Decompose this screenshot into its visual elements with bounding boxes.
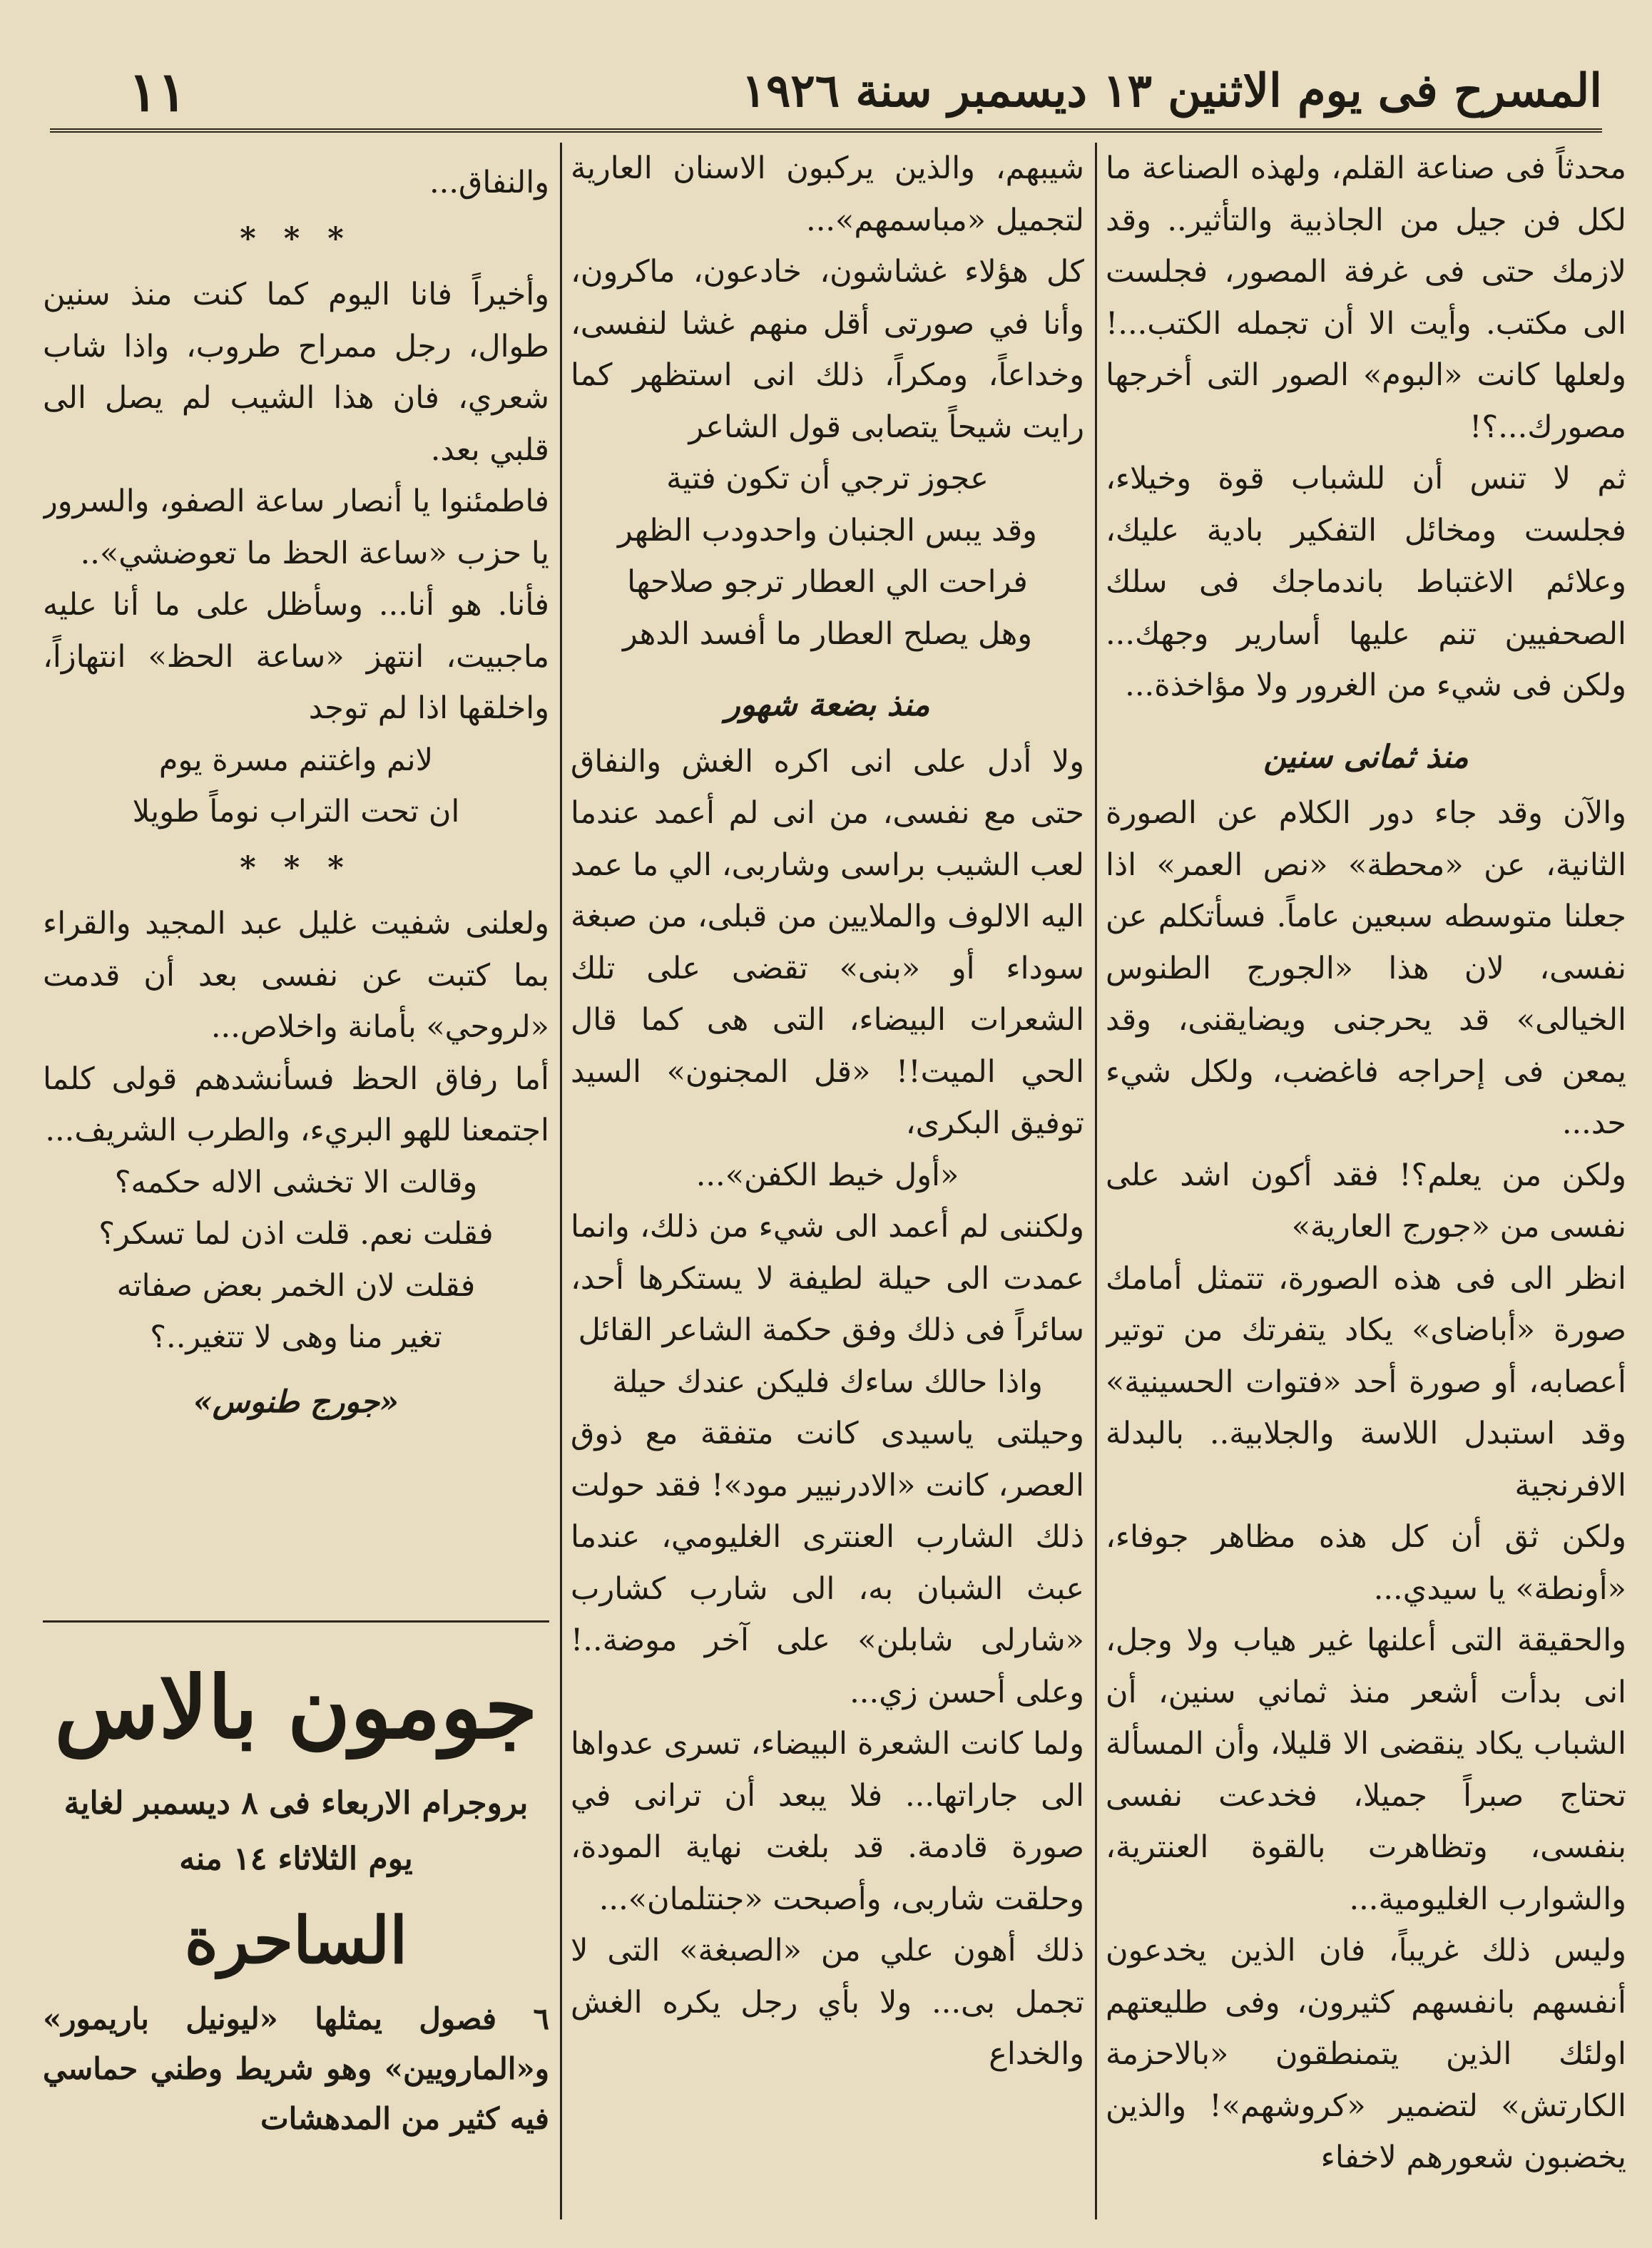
paragraph: والحقيقة التى أعلنها غير هياب ولا وجل، انى بدأت أشعر منذ ثماني سنين، أن الشباب يكاد ينقضى الا قليلا، وأن المسألة تحتاج صبراً جميلا، فخدعت نفسى بنفسى، وتظاهرت بالقوة العنترية، والشوارب الغليومية... [1106,1623,1626,1917]
paragraph: ولعلنى شفيت غليل عبد المجيد والقراء بما كتبت عن نفسى بعد أن قدمت «لروحي» بأمانة واخلاص... [43,906,549,1045]
section-subhead: منذ بضعة شهور [725,687,930,723]
author-signature: «جورج طنوس» [193,1384,399,1420]
poem-verse: وقالت الا تخشى الاله حكمه؟ [114,1164,478,1200]
masthead-date-line: المسرح فى يوم الاثنين ١٣ ديسمبر سنة ١٩٢٦ [741,64,1602,118]
poem-verse: فقلت نعم. قلت اذن لما تسكر؟ [98,1216,494,1252]
ad-program-dates: بروجرام الاربعاء فى ٨ ديسمبر لغاية [63,1785,529,1822]
ad-program-end-date: يوم الثلاثاء ١٤ منه [179,1841,413,1877]
column-divider [1095,143,1097,2219]
paragraph: ذلك أهون علي من «الصبغة» التى لا تجمل بى... ولا بأي رجل يكره الغش والخداع [571,1933,1084,2072]
quote-line: «أول خيط الكفن»... [695,1157,959,1193]
paragraph: ولكن ثق أن كل هذه مظاهر جوفاء، «أونطة» يا سيدي... [1106,1519,1626,1607]
poem-verse: ان تحت التراب نوماً طويلا [132,794,460,829]
paragraph: انظر الى فى هذه الصورة، تتمثل أمامك صورة «أباضاى» يكاد يتفرتك من توتير أعصابه، أو صورة أحد «فتوات الحسينية» وقد استبدل اللاسة والجلابية.. بالبدلة الافرنجية [1106,1260,1626,1503]
ad-film-title: الساحرة [184,1903,408,1978]
column-divider [560,143,562,2219]
poem-verse: وقد يبس الجنبان واحدودب الظهر [618,512,1037,548]
ad-description: ٦ فصول يمثلها «ليونيل باريمور» و«المارويين» وهو شريط وطني حماسي فيه كثير من المدهشات [43,2001,549,2136]
paragraph: فاطمئنوا يا أنصار ساعة الصفو، والسرور يا حزب «ساعة الحظ ما تعوضشي».. [43,484,549,571]
paragraph: وليس ذلك غريباً، فان الذين يخدعون أنفسهم بانفسهم كثيرون، وفى طليعتهم اولئك الذين يتمنطقون «بالاحزمة الكارتش» لتضمير «كروشهم»! والذين يخضبون شعورهم لاخفاء [1106,1933,1626,2175]
poem-verse: تغير منا وهى لا تتغير..؟ [150,1319,442,1355]
header-rule [50,128,1602,133]
poem-verse: فراحت الي العطار ترجو صلاحها [627,564,1028,600]
paragraph: والنفاق... [429,165,549,200]
section-separator-stars: * * * [240,849,352,886]
article-column-1 [1106,143,1626,2227]
page-header [50,50,1602,128]
poem-verse: عجوز ترجي أن تكون فتية [666,461,989,496]
paragraph: ولما كانت الشعرة البيضاء، تسرى عدواها الى جاراتها... فلا يبعد أن ترانى في صورة قادمة. قد بلغت نهاية المودة، وحلقت شاربى، وأصبحت «جنتلمان»... [571,1726,1084,1917]
paragraph: كل هؤلاء غشاشون، خادعون، ماكرون، وأنا في صورتى أقل منهم غشا لنفسى، وخداعاً، ومكراً، ذلك انى استظهر كما رايت شيحاً يتصابى قول الشاعر [571,254,1084,445]
paragraph: محدثاً فى صناعة القلم، ولهذه الصناعة ما لكل فن جيل من الجاذبية والتأثير.. وقد لازمك حتى فى غرفة المصور، فجلست الى مكتب. وأيت الا أن تجمله الكتب...! ولعلها كانت «البوم» الصور التى أخرجها مصورك...؟! [1106,150,1626,445]
paragraph: والآن وقد جاء دور الكلام عن الصورة الثانية، عن «محطة» «نص العمر» اذا جعلنا متوسطه سبعين عاماً. فسأتكلم عن نفسى، لان هذا «الجورج الطنوس الخيالى» قد يحرجنى ويضايقنى، وقد يمعن فى إحراجه فاغضب، ولكل شيء حد... [1106,795,1626,1141]
paragraph: أما رفاق الحظ فسأنشدهم قولى كلما اجتمعنا للهو البريء، والطرب الشريف... [43,1061,549,1148]
paragraph: شيبهم، والذين يركبون الاسنان العارية لتجميل «مباسمهم»... [571,150,1084,238]
poem-verse: لانم واغتنم مسرة يوم [158,742,434,778]
ad-cinema-name: جومون بالاس [54,1657,538,1758]
article-column-3 [43,157,549,1606]
advertisement-rule [43,1620,549,1623]
paragraph: ولكن من يعلم؟! فقد أكون اشد على نفسى من «جورج العارية» [1106,1157,1626,1245]
paragraph: ولا أدل على انى اكره الغش والنفاق حتى مع نفسى، من انى لم أعمد عندما لعب الشيب براسى وشاربى، الي ما عمد اليه الالوف والملايين من قبلى، من صبغة سوداء أو «بنى» تقضى على تلك الشعرات البيضاء، التى هى كما قال الحي الميت!! «قل المجنون» السيد توفيق البكرى، [571,743,1084,1141]
section-subhead: منذ ثمانى سنين [1263,738,1469,775]
cinema-advertisement [43,1640,549,2144]
paragraph: ولكننى لم أعمد الى شيء من ذلك، وانما عمدت الى حيلة لطيفة لا يستكرها أحد، سائراً فى ذلك وفق حكمة الشاعر القائل [571,1209,1084,1348]
paragraph: وحيلتى ياسيدى كانت متفقة مع ذوق العصر، كانت «الادرنيير مود»! فقد حولت ذلك الشارب العنترى الغليومي، عندما عبث الشبان به، الى شارب كشارب «شارلى شابلن» على آخر موضة..! وعلى أحسن زي... [571,1416,1084,1710]
section-separator-stars: * * * [240,220,352,257]
paragraph: وأخيراً فانا اليوم كما كنت منذ سنين طوال، رجل ممراح طروب، واذا شاب شعري، فان هذا الشيب لم يصل الى قلبي بعد. [43,277,549,468]
page-number: ١١ [128,60,187,123]
poem-verse: فقلت لان الخمر بعض صفاته [116,1267,476,1304]
poem-verse: وهل يصلح العطار ما أفسد الدهر [622,615,1033,652]
paragraph: فأنا. هو أنا... وسأظل على ما أنا عليه ماجبيت، انتهز «ساعة الحظ» انتهازاً، واخلقها اذا لم توجد [43,587,549,726]
article-column-2 [571,143,1084,2227]
paragraph: ثم لا تنس أن للشباب قوة وخيلاء، فجلست ومخائل التفكير بادية عليك، وعلائم الاغتباط باندماجك فى سلك الصحفيين تنم عليها أسارير وجهك... ولكن فى شيء من الغرور ولا مؤاخذة... [1106,461,1626,703]
poem-verse: واذا حالك ساءك فليكن عندك حيلة [612,1364,1043,1400]
